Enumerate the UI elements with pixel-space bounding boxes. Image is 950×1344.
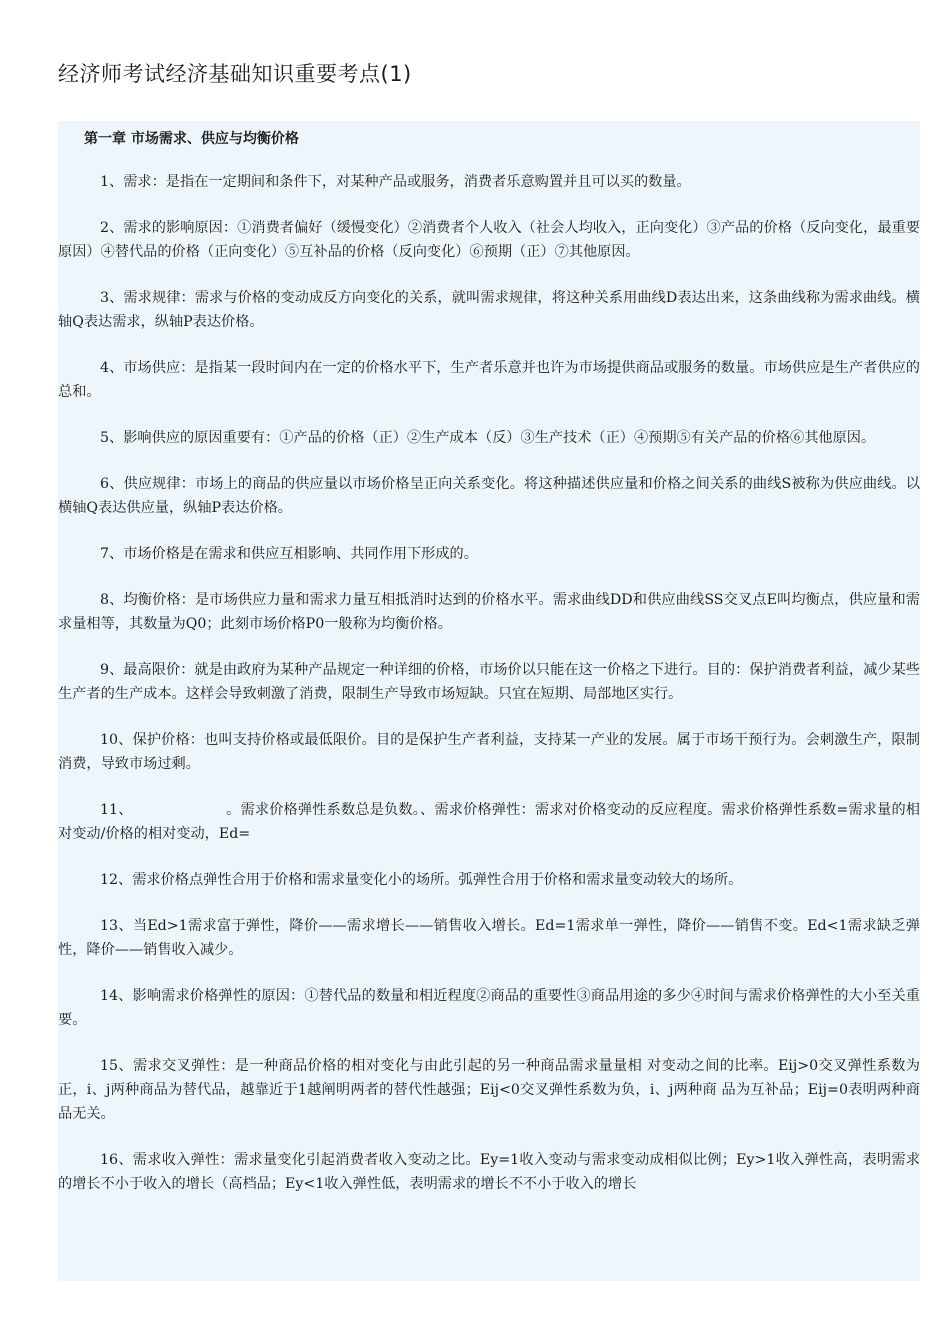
document-title: 经济师考试经济基础知识重要考点(1) [58,62,412,86]
paragraph-7: 7、市场价格是在需求和供应互相影响、共同作用下形成的。 [100,546,478,562]
paragraph-2: 2、需求的影响原因：①消费者偏好（缓慢变化）②消费者个人收入（社会人均收入，正向变化）③产品的价格（反向变化，最重要原因）④替代品的价格（正向变化）⑤互补品的价格（反向变化）⑥预期（正）⑦其他原因。 [58,220,920,260]
paragraph-9: 9、最高限价：就是由政府为某种产品规定一种详细的价格，市场价以只能在这一价格之下进行。目的：保护消费者利益，减少某些生产者的生产成本。这样会导致刺激了消费，限制生产导致市场短缺。只宜在短期、局部地区实行。 [58,662,920,702]
paragraph-4: 4、市场供应：是指某一段时间内在一定的价格水平下，生产者乐意并也许为市场提供商品或服务的数量。市场供应是生产者供应的总和。 [58,360,920,400]
paragraph-5: 5、影响供应的原因重要有：①产品的价格（正）②生产成本（反）③生产技术（正）④预期⑤有关产品的价格⑥其他原因。 [100,430,876,446]
paragraph-1: 1、需求：是指在一定期间和条件下，对某种产品或服务，消费者乐意购置并且可以买的数量。 [100,174,691,190]
chapter-heading: 第一章 市场需求、供应与均衡价格 [84,131,299,147]
paragraph-14: 14、影响需求价格弹性的原因：①替代品的数量和相近程度②商品的重要性③商品用途的多少④时间与需求价格弹性的大小至关重要。 [58,988,920,1028]
paragraph-12: 12、需求价格点弹性合用于价格和需求量变化小的场所。弧弹性合用于价格和需求量变动较大的场所。 [100,872,743,888]
paragraph-11: 11、 。需求价格弹性系数总是负数。、需求价格弹性：需求对价格变动的反应程度。需求价格弹性系数=需求量的相对变动/价格的相对变动，Ed= [58,802,920,842]
paragraph-6: 6、供应规律：市场上的商品的供应量以市场价格呈正向关系变化。将这种描述供应量和价格之间关系的曲线S被称为供应曲线。以横轴Q表达供应量，纵轴P表达价格。 [58,476,920,516]
paragraph-13: 13、当Ed>1需求富于弹性，降价——需求增长——销售收入增长。Ed=1需求单一弹性，降价——销售不变。Ed<1需求缺乏弹性，降价——销售收入减少。 [58,918,920,958]
paragraph-15: 15、需求交叉弹性：是一种商品价格的相对变化与由此引起的另一种商品需求量量相 对变动之间的比率。Eij>0交叉弹性系数为正，i、j两种商品为替代品，越靠近于1越阐明两者的替代性越强；Eij<0交叉弹性系数为负，i、j两种商 品为互补品；Eij=0表明两种商品无关。 [58,1058,920,1122]
paragraph-3: 3、需求规律：需求与价格的变动成反方向变化的关系，就叫需求规律，将这种关系用曲线D表达出来，这条曲线称为需求曲线。横轴Q表达需求，纵轴P表达价格。 [58,290,920,330]
content-panel [58,121,920,1281]
paragraph-8: 8、均衡价格：是市场供应力量和需求力量互相抵消时达到的价格水平。需求曲线DD和供应曲线SS交叉点E叫均衡点，供应量和需求量相等，其数量为Q0；此刻市场价格P0一般称为均衡价格。 [58,592,920,632]
paragraph-16: 16、需求收入弹性：需求量变化引起消费者收入变动之比。Ey=1收入变动与需求变动成相似比例；Ey>1收入弹性高，表明需求的增长不小于收入的增长（高档品；Ey<1收入弹性低，表明需求的增长不不小于收入的增长 [58,1152,920,1192]
paragraph-10: 10、保护价格：也叫支持价格或最低限价。目的是保护生产者利益，支持某一产业的发展。属于市场干预行为。会刺激生产，限制消费，导致市场过剩。 [58,732,920,772]
